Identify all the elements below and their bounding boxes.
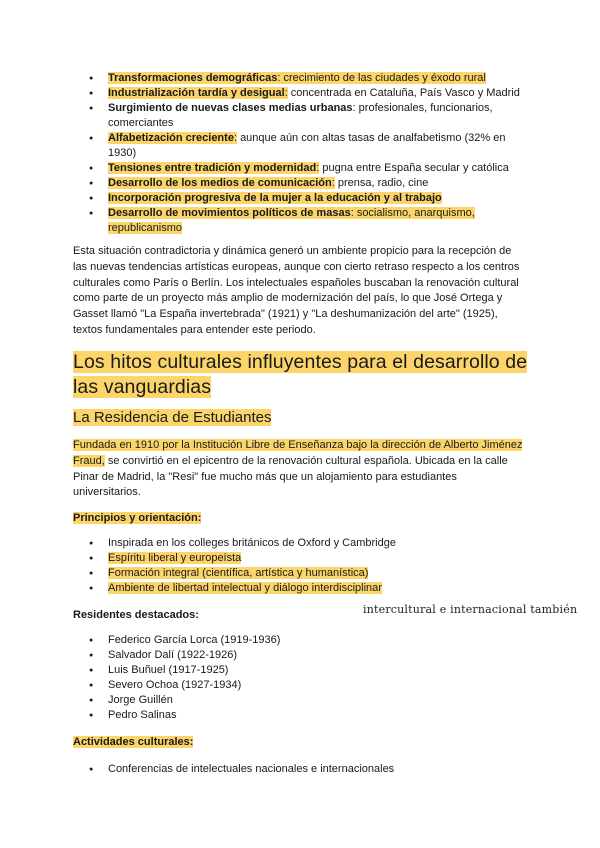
list-item: ● Salvador Dalí (1922-1926) bbox=[73, 648, 533, 663]
residencia-paragraph bbox=[73, 438, 527, 501]
actividades-title: Actividades culturales: bbox=[73, 736, 194, 748]
list-item: ● Desarrollo de los medios de comunicación: prensa, radio, cine bbox=[73, 176, 533, 191]
subsection-heading-text: La Residencia de Estudiantes bbox=[73, 409, 272, 426]
list-item: ● Industrialización tardía y desigual: concentrada en Cataluña, País Vasco y Madrid bbox=[73, 86, 533, 101]
list-item: ● Pedro Salinas bbox=[73, 708, 533, 723]
section-heading-text: Los hitos culturales influyentes para el desarrollo de las vanguardias bbox=[73, 351, 528, 398]
list-item-desc: profesionales, funcionarios, comerciantes bbox=[108, 102, 493, 129]
list-item: ● Jorge Guillén bbox=[73, 693, 533, 708]
handwritten-annotation: intercultural e internacional también bbox=[363, 603, 578, 616]
list-item: ● Desarrollo de movimientos políticos de masas: socialismo, anarquismo, republicanismo bbox=[73, 206, 533, 236]
list-item: ● Luis Buñuel (1917-1925) bbox=[73, 663, 533, 678]
residencia-rest: se convirtió en el epicentro de la renovación cultural española. Ubicada en la calle Pinar de Madrid, la "Resi" fue mucho más que un alojamiento para estudiantes universitarios. bbox=[73, 454, 508, 499]
list-item-desc: pugna entre España secular y católica bbox=[322, 162, 509, 174]
list-item: ● Formación integral (científica, artística y humanística) bbox=[73, 566, 533, 581]
list-item bbox=[73, 191, 533, 206]
list-item: ● Conferencias de intelectuales nacionales e internacionales bbox=[73, 762, 533, 777]
list-item-desc: crecimiento de las ciudades y éxodo rural bbox=[283, 72, 486, 84]
list-item: ● Ambiente de libertad intelectual y diálogo interdisciplinar bbox=[73, 581, 533, 596]
list-item: ● Surgimiento de nuevas clases medias urbanas: profesionales, funcionarios, comerciantes bbox=[73, 101, 533, 131]
residentes-title: Residentes destacados: bbox=[73, 609, 199, 621]
list-item-term: Tensiones entre tradición y modernidad bbox=[108, 162, 317, 174]
actividades-list bbox=[73, 762, 533, 777]
list-item: ● Severo Ochoa (1927-1934) bbox=[73, 678, 533, 693]
list-item-desc: concentrada en Cataluña, País Vasco y Madrid bbox=[290, 87, 520, 99]
list-item-term: Desarrollo de los medios de comunicación bbox=[108, 177, 332, 189]
list-item: ● Transformaciones demográficas: crecimiento de las ciudades y éxodo rural bbox=[73, 71, 533, 86]
list-item: ● Espíritu liberal y europeísta bbox=[73, 551, 533, 566]
subsection-heading bbox=[73, 408, 271, 428]
list-item-term: Alfabetización creciente bbox=[108, 132, 234, 144]
residencia-highlight: Fundada en 1910 por la Institución Libre de Enseñanza bajo la dirección de Alberto Jiménez Fraud, bbox=[73, 439, 523, 467]
list-item-desc: prensa, radio, cine bbox=[337, 177, 429, 189]
list-item: ● Alfabetización creciente: aunque aún con altas tasas de analfabetismo (32% en 1930) bbox=[73, 131, 533, 161]
list-item-desc: aunque aún con altas tasas de analfabetismo (32% en 1930) bbox=[108, 132, 506, 159]
principios-title: Principios y orientación: bbox=[73, 512, 202, 524]
list-item: ● Federico García Lorca (1919-1936) bbox=[73, 633, 533, 648]
residentes-list bbox=[73, 633, 533, 723]
list-item-term: Industrialización tardía y desigual bbox=[108, 87, 285, 99]
section-heading bbox=[73, 350, 533, 400]
list-item-term: Incorporación progresiva de la mujer a la educación y al trabajo bbox=[108, 192, 442, 204]
list-item-term: Surgimiento de nuevas clases medias urbanas bbox=[108, 102, 353, 114]
list-item: ● Tensiones entre tradición y modernidad: pugna entre España secular y católica bbox=[73, 161, 533, 176]
list-item-desc: socialismo, anarquismo, republicanismo bbox=[108, 207, 475, 234]
principios-list bbox=[73, 536, 533, 596]
list-item-term: Transformaciones demográficas bbox=[108, 72, 278, 84]
list-item-term: Desarrollo de movimientos políticos de masas bbox=[108, 207, 351, 219]
intro-paragraph: Esta situación contradictoria y dinámica generó un ambiente propicio para la recepción de las nuevas tendencias artísticas europeas, aunque con cierto retraso respecto a los centros culturales como París o Berlín. Los intelectuales españoles buscaban la renovación cultural como parte de un proyecto más amplio de modernización del país, lo que José Ortega y Gasset llamó "La España invertebrada" (1921) y "La deshumanización del arte" (1925), textos fundamentales para entender este periodo. bbox=[73, 245, 520, 336]
context-list bbox=[73, 71, 533, 236]
list-item: ● Inspirada en los colleges británicos de Oxford y Cambridge bbox=[73, 536, 533, 551]
